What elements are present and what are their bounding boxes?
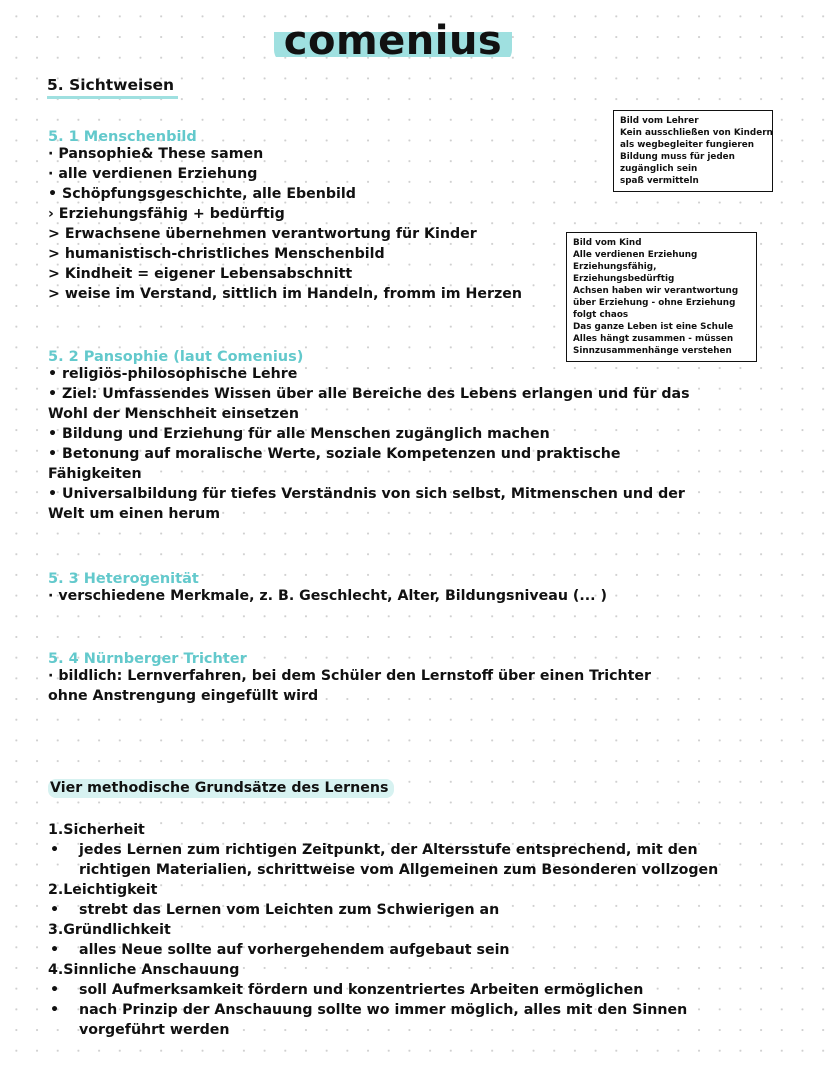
box-kind-line: über Erziehung - ohne Erziehung [573, 298, 736, 308]
title-text: comenius [274, 18, 512, 64]
menschenbild-line: > Kindheit = eigener Lebensabschnitt [48, 266, 353, 282]
grundsatz-title: 4.Sinnliche Anschauung [48, 962, 240, 978]
grundsatz-point-line: nach Prinzip der Anschauung sollte wo immer möglich, alles mit den Sinnen [79, 1002, 688, 1018]
box-bild-vom-lehrer [613, 110, 773, 192]
menschenbild-heading: 5. 1 Menschenbild [48, 129, 197, 145]
grundsaetze-heading: Vier methodische Grundsätze des Lernens [48, 779, 394, 798]
grundsatz-title: 2.Leichtigkeit [48, 882, 158, 898]
menschenbild-line: > weise im Verstand, sittlich im Handeln, fromm im Herzen [48, 286, 522, 302]
box-kind-line: Sinnzusammenhänge verstehen [573, 346, 732, 356]
pansophie-heading: 5. 2 Pansophie (laut Comenius) [48, 349, 304, 365]
pansophie-line: • Betonung auf moralische Werte, soziale Kompetenzen und praktische [48, 446, 621, 462]
pansophie-line: • Ziel: Umfassendes Wissen über alle Bereiche des Lebens erlangen und für das [48, 386, 690, 402]
box-lehrer-line: Bild vom Lehrer [620, 116, 699, 126]
menschenbild-line: > humanistisch-christliches Menschenbild [48, 246, 385, 262]
box-kind-line: Alle verdienen Erziehung [573, 250, 698, 260]
heterogenitaet-heading: 5. 3 Heterogenität [48, 571, 199, 587]
grundsatz-point [48, 1000, 718, 1040]
pansophie-line: • Bildung und Erziehung für alle Menschen zugänglich machen [48, 426, 550, 442]
box-lehrer-line: Kein ausschließen von Kindern [620, 128, 773, 138]
box-kind-line: Erziehungsbedürftig [573, 274, 675, 284]
grundsatz-title: 1.Sicherheit [48, 822, 145, 838]
grundsaetze-list [48, 820, 718, 1040]
box-lehrer-line: zugänglich sein [620, 164, 698, 174]
pansophie-line: Fähigkeiten [48, 466, 142, 482]
bullet-icon: • [50, 1002, 60, 1018]
grundsatz-point [48, 900, 718, 920]
box-kind-line: Achsen haben wir verantwortung [573, 286, 739, 296]
grundsatz-point-line: soll Aufmerksamkeit fördern und konzentriertes Arbeiten ermöglichen [79, 982, 644, 998]
grundsatz-title: 3.Gründlichkeit [48, 922, 171, 938]
menschenbild-line: · Pansophie& These samen [48, 146, 264, 162]
trichter-line: ohne Anstrengung eingefüllt wird [48, 688, 319, 704]
menschenbild-line: > Erwachsene übernehmen verantwortung für Kinder [48, 226, 477, 242]
trichter-line: · bildlich: Lernverfahren, bei dem Schüler den Lernstoff über einen Trichter [48, 668, 652, 684]
box-kind-line: Alles hängt zusammen - müssen [573, 334, 734, 344]
grundsatz-point-line: jedes Lernen zum richtigen Zeitpunkt, der Altersstufe entsprechend, mit den [79, 842, 698, 858]
grundsatz-point [48, 940, 718, 960]
pansophie-line: • Universalbildung für tiefes Verständnis von sich selbst, Mitmenschen und der [48, 486, 685, 502]
grundsatz-point-line: alles Neue sollte auf vorhergehendem aufgebaut sein [79, 942, 510, 958]
box-lehrer-line: spaß vermitteln [620, 176, 699, 186]
grundsatz-point-line: strebt das Lernen vom Leichten zum Schwierigen an [79, 902, 500, 918]
pansophie-line: Wohl der Menschheit einsetzen [48, 406, 300, 422]
grundsatz-point-line: richtigen Materialien, schrittweise vom Allgemeinen zum Besonderen vollzogen [79, 862, 719, 878]
pansophie-line: • religiös-philosophische Lehre [48, 366, 298, 382]
section-heading: 5. Sichtweisen [47, 76, 178, 99]
heterogenitaet-section [48, 571, 607, 606]
menschenbild-section [48, 129, 522, 304]
box-kind-line: Das ganze Leben ist eine Schule [573, 322, 734, 332]
pansophie-line: Welt um einen herum [48, 506, 221, 522]
bullet-icon: • [50, 982, 60, 998]
box-lehrer-line: Bildung muss für jeden [620, 152, 735, 162]
pansophie-section [48, 349, 690, 524]
menschenbild-line: › Erziehungsfähig + bedürftig [48, 206, 285, 222]
grundsatz-point-line: vorgeführt werden [79, 1022, 230, 1038]
bullet-icon: • [50, 842, 60, 858]
trichter-heading: 5. 4 Nürnberger Trichter [48, 651, 247, 667]
menschenbild-line: · alle verdienen Erziehung [48, 166, 258, 182]
box-kind-line: folgt chaos [573, 310, 629, 320]
grundsatz-point [48, 980, 718, 1000]
box-lehrer-line: als wegbegleiter fungieren [620, 140, 754, 150]
menschenbild-line: • Schöpfungsgeschichte, alle Ebenbild [48, 186, 356, 202]
grundsatz-point [48, 840, 718, 880]
box-kind-line: Erziehungsfähig, [573, 262, 657, 272]
page-title [0, 18, 786, 64]
trichter-section [48, 651, 651, 706]
box-kind-line: Bild vom Kind [573, 238, 642, 248]
bullet-icon: • [50, 942, 60, 958]
heterogenitaet-line: · verschiedene Merkmale, z. B. Geschlecht, Alter, Bildungsniveau (... ) [48, 588, 607, 604]
box-bild-vom-kind [566, 232, 757, 362]
bullet-icon: • [50, 902, 60, 918]
